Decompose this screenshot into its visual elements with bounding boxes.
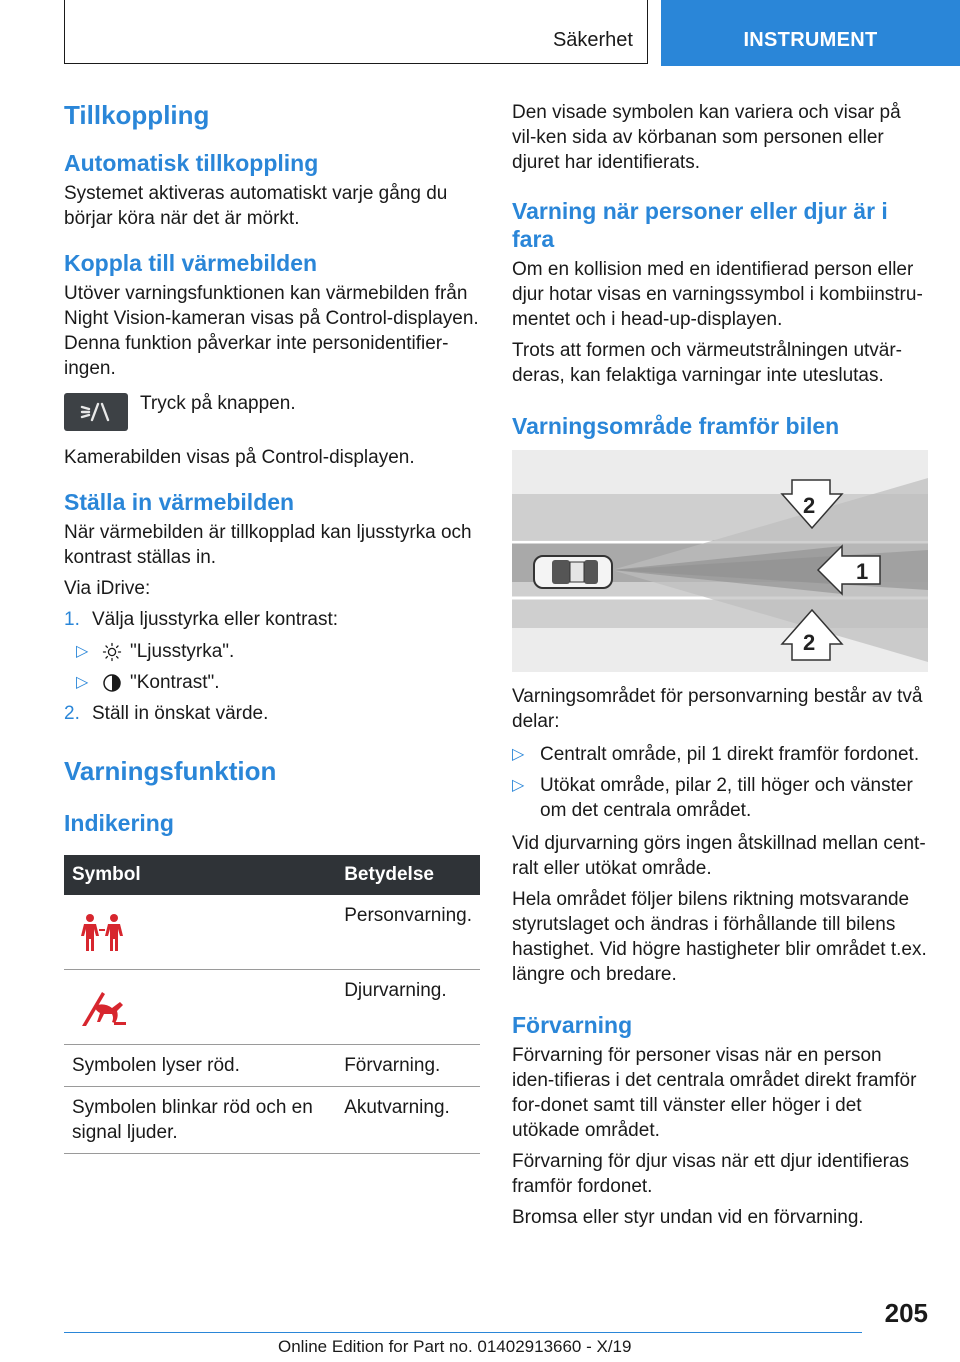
step-number: 1.: [64, 609, 80, 630]
danger-text-1: Om en kollision med en identifierad person eller djur hotar visas en varningssymbol i kombiinstru-mentet och i head-up-displayen.: [512, 259, 923, 330]
table-row: [64, 1087, 480, 1154]
warning-area-diagram: [512, 450, 928, 672]
chapter-tab: INSTRUMENT: [661, 0, 960, 66]
heading-danger-warning: Varning när personer eller djur är i fara: [512, 198, 888, 252]
table-header-row: [64, 855, 480, 895]
heading-auto-activation: Automatisk tillkoppling: [64, 150, 319, 176]
heading-indication: Indikering: [64, 810, 174, 836]
triangle-bullet-icon: ▷: [76, 643, 89, 660]
svg-text:1: 1: [856, 559, 869, 584]
step-text: Ställ in önskat värde.: [92, 703, 269, 724]
heading-warning-area: Varningsområde framför bilen: [512, 413, 840, 439]
option-contrast-label: "Kontrast".: [130, 672, 220, 693]
contrast-icon: [102, 673, 130, 693]
triangle-bullet-icon: ▷: [76, 674, 89, 691]
area-text: Varningsområdet för personvarning består av två delar:: [512, 686, 923, 732]
triangle-bullet-icon: ▷: [512, 777, 525, 794]
danger-text-2: Trots att formen och värmeutstrålningen utvär-deras, kan felaktiga varningar inte uteslutas.: [512, 340, 903, 386]
table-cell-meaning: Akutvarning.: [336, 1087, 480, 1154]
heading-thermal-image-on: Koppla till värmebilden: [64, 250, 318, 276]
table-row: [64, 895, 480, 970]
night-vision-button[interactable]: [64, 393, 128, 431]
button-instruction: [64, 391, 480, 431]
camera-image-text: Kamerabilden visas på Control-displayen.: [64, 447, 415, 468]
page-header: [0, 0, 960, 66]
section-title-warning-function: Varningsfunktion: [64, 756, 277, 786]
option-brightness[interactable]: [76, 639, 480, 664]
step-number: 2.: [64, 703, 80, 724]
page-number: 205: [884, 1298, 928, 1328]
left-column: [64, 100, 480, 1154]
animal-area-text: Vid djurvarning görs ingen åtskillnad mellan cent-ralt eller utökat område.: [512, 833, 926, 879]
via-idrive-text: Via iDrive:: [64, 578, 151, 599]
section-title-tillkoppling: Tillkoppling: [64, 100, 210, 130]
triangle-bullet-icon: ▷: [512, 746, 525, 763]
sun-icon: [102, 642, 130, 662]
pre-warning-text-3: Bromsa eller styr undan vid en förvarning.: [512, 1207, 864, 1228]
step-item: [64, 607, 480, 632]
footer-divider: [64, 1332, 862, 1333]
animal-warning-icon: [76, 988, 128, 1028]
indication-table: [64, 855, 480, 1154]
heading-pre-warning: Förvarning: [512, 1012, 633, 1038]
adjust-text: När värmebilden är tillkopplad kan ljusstyrka och kontrast ställas in.: [64, 522, 472, 568]
table-row: [64, 970, 480, 1045]
table-cell-symbol: Symbolen lyser röd.: [64, 1045, 336, 1087]
footer-edition: Online Edition for Part no. 01402913660 - X/19: [278, 1337, 632, 1356]
intro-text: Den visade symbolen kan variera och visar på vil-ken sida av körbanan som personen eller djuret har identifierats.: [512, 102, 901, 173]
option-brightness-label: "Ljusstyrka".: [130, 641, 235, 662]
list-item: [512, 773, 928, 823]
press-button-text: Tryck på knappen.: [140, 393, 296, 414]
table-cell-symbol: [64, 970, 336, 1045]
area-bullets: [512, 742, 928, 823]
option-contrast[interactable]: [76, 670, 480, 695]
table-cell-meaning: Djurvarning.: [336, 970, 480, 1045]
table-header-meaning: Betydelse: [336, 855, 480, 895]
table-cell-meaning: Förvarning.: [336, 1045, 480, 1087]
car-icon: [534, 556, 612, 588]
svg-text:2: 2: [803, 493, 816, 518]
auto-activation-text: Systemet aktiveras automatiskt varje gång du börjar köra när det är mörkt.: [64, 183, 448, 229]
section-tab: Säkerhet: [64, 0, 648, 64]
table-cell-symbol: Symbolen blinkar röd och en signal ljuder.: [64, 1087, 336, 1154]
heading-adjust-thermal: Ställa in värmebilden: [64, 489, 295, 515]
bullet-text: Utökat område, pilar 2, till höger och vänster om det centrala området.: [540, 775, 913, 821]
warning-area-illustration: [512, 450, 928, 672]
thermal-image-text: Utöver varningsfunktionen kan värmebilden från Night Vision-kameran visas på Control-displayen. Denna funktion påverkar inte personidentifier-ingen.: [64, 283, 479, 379]
table-cell-meaning: Personvarning.: [336, 895, 480, 970]
svg-text:2: 2: [803, 630, 816, 655]
pre-warning-text-1: Förvarning för personer visas när en person iden-tifieras i det centrala området direkt framför for-donet samt till vänster eller höger i det utökade området.: [512, 1045, 917, 1141]
table-row: [64, 1045, 480, 1087]
list-item: [512, 742, 928, 767]
bullet-text: Centralt område, pil 1 direkt framför fordonet.: [540, 744, 920, 765]
steps-list: [64, 607, 480, 726]
step-item: [64, 701, 480, 726]
table-header-symbol: Symbol: [64, 855, 336, 895]
step-text: Välja ljusstyrka eller kontrast:: [92, 609, 339, 630]
follow-direction-text: Hela området följer bilens riktning motsvarande styrutslaget och ändras i förhållande till bilens hastighet. Vid högre hastigheter blir området t.ex. längre och bredare.: [512, 889, 927, 985]
person-warning-icon: [76, 913, 128, 953]
right-column: [512, 100, 928, 1236]
night-vision-icon: [76, 400, 116, 424]
table-cell-symbol: [64, 895, 336, 970]
pre-warning-text-2: Förvarning för djur visas när ett djur identifieras framför fordonet.: [512, 1151, 910, 1197]
